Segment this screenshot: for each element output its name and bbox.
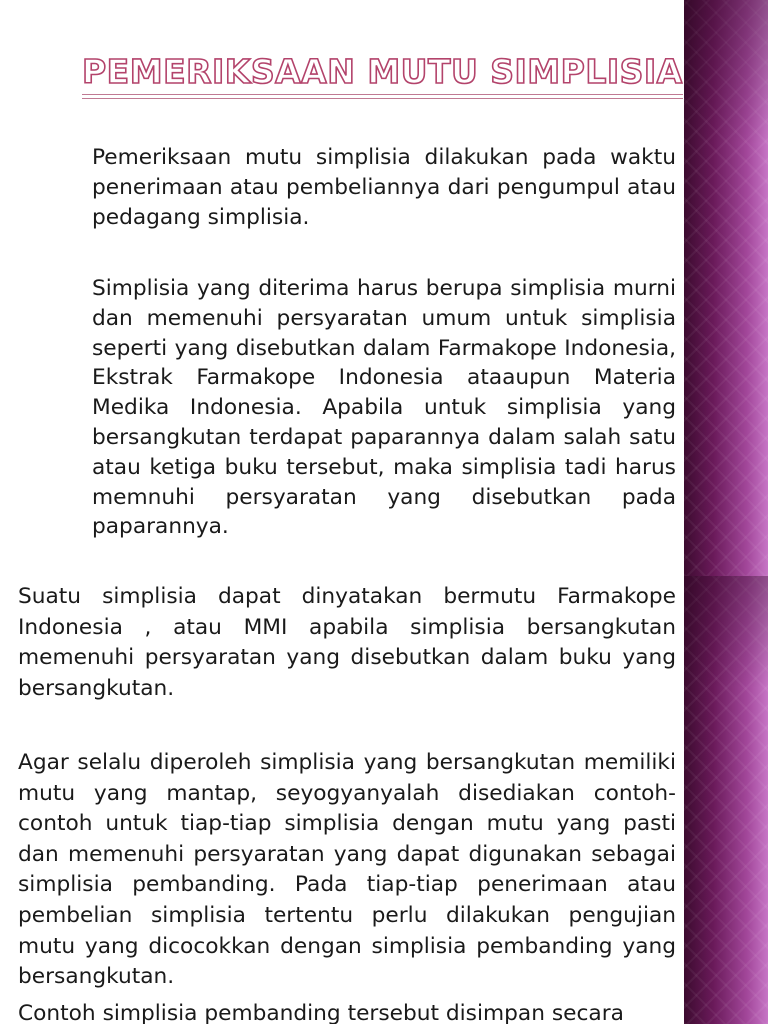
sidebar-upper-panel: [684, 0, 768, 576]
paragraph-reference-samples: Agar selalu diperoleh simplisia yang bersangkutan memiliki mutu yang mantap, seyogyanyalah disediakan contoh-contoh untuk tiap-tiap simplisia dengan mutu yang pasti dan memenuhi persyaratan yang dapat digunakan sebagai simplisia pembanding. Pada tiap-tiap penerimaan atau pembelian simplisia tertentu perlu dilakukan pengujian mutu yang dicocokkan dengan simplisia pembanding yang bersangkutan.: [18, 750, 676, 990]
decorative-sidebar: [684, 0, 768, 1024]
paragraph-intro: Pemeriksaan mutu simplisia dilakukan pada waktu penerimaan atau pembeliannya dari pengumpul atau pedagang simplisia.: [92, 145, 676, 230]
paragraph-requirements: Simplisia yang diterima harus berupa simplisia murni dan memenuhi persyaratan umum untuk simplisia seperti yang disebutkan dalam Farmakope Indonesia, Ekstrak Farmakope Indonesia ataaupun Materia Medika Indonesia. Apabila untuk simplisia yang bersangkutan terdapat paparannya dalam salah satu atau ketiga buku tersebut, maka simplisia tadi harus memnuhi persyaratan yang disebutkan pada paparannya.: [92, 276, 676, 540]
paragraph-quality-statement: Suatu simplisia dapat dinyatakan bermutu Farmakope Indonesia , atau MMI apabila simplisia bersangkutan memenuhi persyaratan yang disebutkan dalam buku yang bersangkutan.: [18, 584, 676, 701]
sidebar-lower-panel: [684, 576, 768, 1024]
sidebar-shade: [684, 576, 768, 1024]
paragraph-storage: Contoh simplisia pembanding tersebut disimpan secara: [18, 1001, 624, 1024]
slide-title: PEMERIKSAAN MUTU SIMPLISIA: [82, 52, 683, 91]
sidebar-shade: [684, 0, 768, 576]
title-underline-rule: [82, 94, 683, 99]
